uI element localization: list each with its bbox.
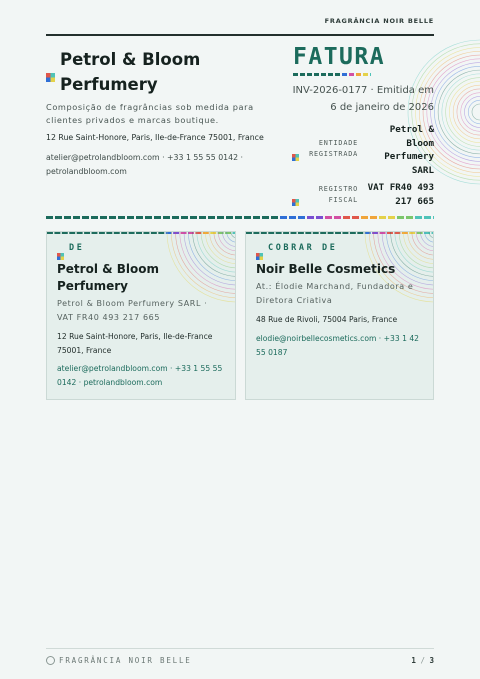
company-name: Petrol & Bloom Perfumery bbox=[60, 50, 201, 94]
divider-dash bbox=[283, 232, 289, 234]
meta-row-tax-registration bbox=[292, 181, 434, 209]
invoice-date-line: 6 de janeiro de 2026 bbox=[330, 102, 434, 113]
divider-dash bbox=[188, 232, 194, 234]
divider-dash bbox=[145, 216, 152, 219]
card-name-line1: Noir Belle Cosmetics bbox=[256, 262, 396, 276]
footer-circle-icon bbox=[46, 656, 55, 665]
meta-value bbox=[362, 123, 434, 177]
divider-dash bbox=[62, 232, 68, 234]
divider-dash bbox=[357, 232, 363, 234]
card-address bbox=[256, 313, 397, 327]
divider-dash bbox=[195, 232, 201, 234]
divider-dash bbox=[300, 73, 305, 76]
card-square-grid bbox=[256, 253, 263, 260]
spirograph-ring bbox=[449, 81, 480, 142]
card-label: DE bbox=[69, 243, 85, 253]
divider-dash bbox=[136, 216, 143, 219]
card-contact-line1[interactable]: elodie@noirbellecosmetics.com · +33 1 42 bbox=[256, 334, 419, 343]
top-rule bbox=[46, 34, 434, 36]
card-top-bar bbox=[47, 232, 235, 234]
divider-dash bbox=[172, 216, 179, 219]
title-underline bbox=[293, 73, 371, 76]
divider-dash bbox=[46, 216, 53, 219]
card-name bbox=[256, 261, 395, 278]
card-square-icon bbox=[57, 245, 64, 252]
meta-value-line1: VAT FR40 493 bbox=[367, 182, 434, 193]
meta-label bbox=[298, 138, 358, 160]
spirograph-ring bbox=[391, 231, 434, 276]
divider-dash bbox=[109, 216, 116, 219]
page-current: 1 bbox=[411, 656, 416, 665]
divider-dash bbox=[217, 216, 224, 219]
spirograph-ring bbox=[193, 231, 236, 276]
divider-dash bbox=[424, 216, 431, 219]
card-address-line1: 12 Rue Saint-Honore, Paris, Ile-de-France bbox=[57, 332, 213, 341]
divider-dash bbox=[409, 232, 415, 234]
page-indicator bbox=[411, 656, 434, 665]
brand-logo-icon bbox=[46, 67, 55, 76]
divider-dash bbox=[316, 216, 323, 219]
spirograph-ring bbox=[167, 231, 236, 302]
divider-dash bbox=[342, 232, 348, 234]
divider-dash bbox=[298, 216, 305, 219]
meta-label-line2: FISCAL bbox=[328, 196, 358, 204]
invoice-number-line: INV-2026-0177 · Emitida em bbox=[292, 85, 434, 96]
divider-dash bbox=[246, 232, 252, 234]
spirograph-ring bbox=[197, 231, 236, 272]
spirograph-ring bbox=[412, 231, 434, 255]
card-square-grid bbox=[57, 253, 64, 260]
divider-dash bbox=[226, 216, 233, 219]
document-meta bbox=[280, 82, 434, 116]
spirograph-ring bbox=[403, 231, 434, 264]
meta-label-line2: REGISTRADA bbox=[309, 150, 358, 158]
spirograph-ring bbox=[180, 231, 236, 289]
divider-dash bbox=[64, 216, 71, 219]
card-address-line1: 48 Rue de Rivoli, 75004 Paris, France bbox=[256, 315, 398, 324]
divider-dash bbox=[118, 216, 125, 219]
divider-dash bbox=[199, 216, 206, 219]
divider-dash bbox=[127, 216, 134, 219]
footer-rule bbox=[46, 648, 434, 649]
divider-dash bbox=[356, 73, 361, 76]
spirograph-ring bbox=[427, 59, 480, 165]
divider-dash bbox=[235, 216, 242, 219]
divider-dash bbox=[325, 216, 332, 219]
spirograph-ring bbox=[201, 231, 236, 268]
divider-dash bbox=[342, 73, 347, 76]
divider-dash bbox=[352, 216, 359, 219]
company-contact-line2[interactable]: petrolandbloom.com bbox=[46, 167, 127, 176]
divider-dash bbox=[349, 73, 354, 76]
divider-dash bbox=[305, 232, 311, 234]
spirograph-ring bbox=[214, 231, 236, 255]
divider-dash bbox=[314, 73, 319, 76]
divider-dash bbox=[261, 232, 267, 234]
meta-row-registered-entity bbox=[292, 123, 434, 179]
card-contact bbox=[57, 362, 222, 389]
divider-dash bbox=[271, 216, 278, 219]
divider-dash bbox=[415, 216, 422, 219]
divider-dash bbox=[99, 232, 105, 234]
divider-dash bbox=[73, 216, 80, 219]
spirograph-ring bbox=[176, 231, 236, 293]
spirograph-ring bbox=[395, 231, 434, 272]
meta-value bbox=[362, 181, 434, 208]
divider-dash bbox=[92, 232, 98, 234]
card-top-bar bbox=[246, 232, 433, 234]
spirograph-ring bbox=[461, 93, 480, 132]
divider-dash bbox=[203, 232, 209, 234]
spirograph-ring bbox=[171, 231, 236, 298]
card-name-line1: Petrol & Bloom bbox=[57, 262, 160, 276]
divider-dash bbox=[321, 73, 326, 76]
spirograph-ring bbox=[205, 231, 236, 264]
divider-dash bbox=[121, 232, 127, 234]
meta-value-line4: SARL bbox=[411, 164, 434, 176]
card-subtitle bbox=[256, 280, 413, 308]
divider-dash bbox=[181, 216, 188, 219]
divider-dash bbox=[289, 216, 296, 219]
spirograph-ring bbox=[453, 85, 480, 139]
divider-dash bbox=[143, 232, 149, 234]
spirograph-decoration-card bbox=[157, 232, 236, 300]
divider-dash bbox=[394, 232, 400, 234]
meta-value-line1: Petrol & bbox=[389, 124, 434, 135]
divider-dash bbox=[158, 232, 164, 234]
divider-dash bbox=[225, 232, 231, 234]
divider-dash bbox=[218, 232, 224, 234]
divider-dash bbox=[82, 216, 89, 219]
divider-dash bbox=[433, 216, 434, 219]
divider-dash bbox=[343, 216, 350, 219]
card-square-icon bbox=[256, 245, 263, 252]
card-subtitle-line1: Petrol & Bloom Perfumery SARL · bbox=[57, 299, 208, 308]
divider-dash bbox=[370, 73, 371, 76]
divider-dash bbox=[47, 232, 53, 234]
divider-dash bbox=[335, 232, 341, 234]
divider-dash bbox=[114, 232, 120, 234]
divider-dash bbox=[370, 216, 377, 219]
meta-label-line1: REGISTRO bbox=[318, 185, 358, 193]
page-total: 3 bbox=[429, 656, 434, 665]
divider-dash bbox=[406, 216, 413, 219]
card-contact-line2[interactable]: 0142 · petrolandbloom.com bbox=[57, 377, 163, 387]
divider-dash bbox=[91, 216, 98, 219]
meta-label bbox=[298, 184, 358, 206]
card-address-line2: 75001, France bbox=[57, 345, 112, 355]
divider-dash bbox=[307, 73, 312, 76]
divider-dash bbox=[328, 232, 334, 234]
card-subtitle-line1: At.: Élodie Marchand, Fundadora e bbox=[256, 282, 414, 291]
divider-dash bbox=[208, 216, 215, 219]
divider-dash bbox=[151, 232, 157, 234]
top-brand-label: FRAGRÂNCIA NOIR BELLE bbox=[324, 17, 434, 25]
divider-dash bbox=[335, 73, 340, 76]
divider-dash bbox=[334, 216, 341, 219]
divider-dash bbox=[276, 232, 282, 234]
card-subtitle-line2: Diretora Criativa bbox=[256, 296, 333, 305]
card-contact-line1[interactable]: atelier@petrolandbloom.com · +33 1 55 55 bbox=[57, 364, 223, 373]
divider-dash bbox=[417, 232, 423, 234]
card-subtitle bbox=[57, 297, 207, 325]
divider-dash bbox=[365, 232, 371, 234]
card-address bbox=[57, 330, 212, 357]
spirograph-ring bbox=[431, 63, 480, 162]
divider-dash bbox=[100, 216, 107, 219]
company-tagline: Composição de fragrâncias sob medida para clientes privados e marcas boutique. bbox=[46, 102, 254, 125]
divider-dash bbox=[298, 232, 304, 234]
spirograph-ring bbox=[438, 70, 480, 154]
divider-dash bbox=[69, 232, 75, 234]
divider-dash bbox=[293, 73, 298, 76]
divider-dash bbox=[190, 216, 197, 219]
divider-dash bbox=[154, 216, 161, 219]
divider-dash bbox=[363, 73, 368, 76]
divider-dash bbox=[424, 232, 430, 234]
divider-dash bbox=[163, 216, 170, 219]
divider-dash bbox=[379, 216, 386, 219]
divider-dash bbox=[313, 232, 319, 234]
company-address: 12 Rue Saint-Honore, Paris, Ile-de-France 75001, France bbox=[46, 133, 264, 142]
rainbow-divider bbox=[46, 216, 434, 219]
bill-to-card bbox=[245, 231, 434, 400]
divider-dash bbox=[136, 232, 142, 234]
divider-dash bbox=[397, 216, 404, 219]
meta-value-line2: 217 665 bbox=[395, 195, 434, 207]
divider-dash bbox=[173, 232, 179, 234]
divider-dash bbox=[233, 232, 235, 234]
spirograph-ring bbox=[446, 78, 480, 147]
meta-value-line2: Bloom bbox=[406, 137, 434, 149]
card-contact-line2[interactable]: 55 0187 bbox=[256, 347, 288, 357]
spirograph-ring bbox=[188, 231, 236, 281]
divider-dash bbox=[432, 232, 433, 234]
divider-dash bbox=[55, 216, 62, 219]
divider-dash bbox=[387, 232, 393, 234]
divider-dash bbox=[372, 232, 378, 234]
from-card bbox=[46, 231, 236, 400]
divider-dash bbox=[253, 232, 259, 234]
divider-dash bbox=[350, 232, 356, 234]
brand-logo-grid bbox=[46, 73, 55, 82]
divider-dash bbox=[361, 216, 368, 219]
spirograph-ring bbox=[184, 231, 236, 285]
divider-dash bbox=[320, 232, 326, 234]
card-name-line2: Perfumery bbox=[57, 279, 128, 293]
divider-dash bbox=[166, 232, 172, 234]
card-subtitle-line2: VAT FR40 493 217 665 bbox=[57, 313, 161, 322]
document-title: FATURA bbox=[293, 44, 386, 70]
footer-brand: FRAGRÂNCIA NOIR BELLE bbox=[59, 656, 192, 665]
company-contact-line1[interactable]: atelier@petrolandbloom.com · +33 1 55 55 0142 · bbox=[46, 153, 243, 162]
divider-dash bbox=[280, 216, 287, 219]
spirograph-ring bbox=[457, 89, 480, 135]
card-name bbox=[57, 261, 159, 295]
divider-dash bbox=[181, 232, 187, 234]
meta-value-line3: Perfumery bbox=[384, 151, 434, 162]
card-contact bbox=[256, 332, 419, 359]
divider-dash bbox=[77, 232, 83, 234]
page-separator: / bbox=[420, 656, 425, 665]
spirograph-ring bbox=[408, 231, 434, 259]
divider-dash bbox=[244, 216, 251, 219]
divider-dash bbox=[268, 232, 274, 234]
divider-dash bbox=[328, 73, 333, 76]
divider-dash bbox=[380, 232, 386, 234]
divider-dash bbox=[291, 232, 297, 234]
divider-dash bbox=[84, 232, 90, 234]
divider-dash bbox=[402, 232, 408, 234]
card-label: COBRAR DE bbox=[268, 243, 338, 253]
divider-dash bbox=[253, 216, 260, 219]
company-contact bbox=[46, 151, 256, 179]
meta-label-line1: ENTIDADE bbox=[318, 139, 358, 147]
spirograph-ring bbox=[468, 100, 480, 124]
divider-dash bbox=[54, 232, 60, 234]
divider-dash bbox=[129, 232, 135, 234]
spirograph-ring bbox=[210, 231, 236, 259]
spirograph-ring bbox=[472, 104, 480, 120]
divider-dash bbox=[210, 232, 216, 234]
divider-dash bbox=[307, 216, 314, 219]
spirograph-ring bbox=[434, 66, 480, 157]
divider-dash bbox=[106, 232, 112, 234]
divider-dash bbox=[388, 216, 395, 219]
spirograph-ring bbox=[464, 96, 480, 127]
divider-dash bbox=[262, 216, 269, 219]
spirograph-ring bbox=[442, 74, 480, 150]
spirograph-ring bbox=[399, 231, 434, 268]
